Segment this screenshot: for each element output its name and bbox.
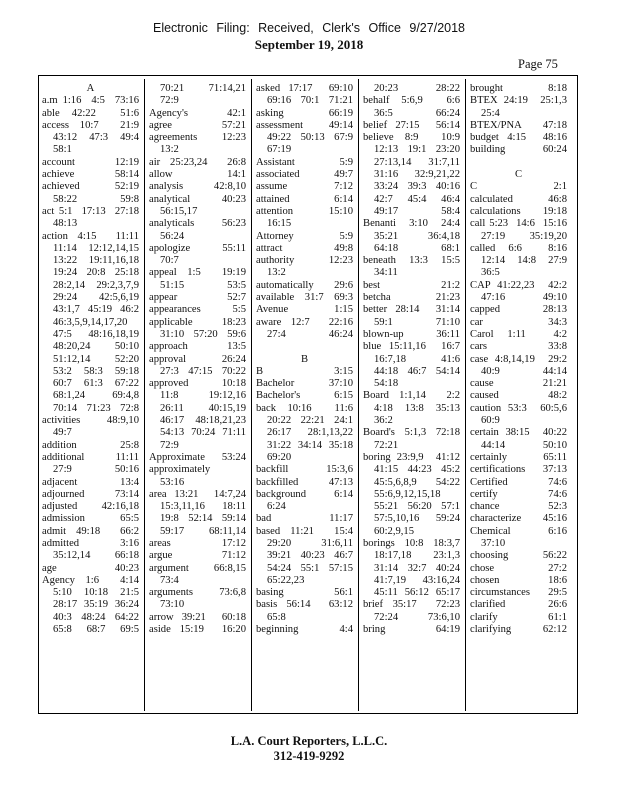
index-entry-line: 46:17 48:18,21,23	[160, 415, 246, 427]
index-entry-line: 60:7 61:3 67:22	[53, 378, 139, 390]
index-entry-line: admission 65:5	[42, 513, 139, 525]
index-entry-line: agree 57:21	[149, 119, 246, 131]
index-entry-line: 6:24	[267, 501, 286, 513]
index-entry-line: brief 35:17 72:23	[363, 599, 460, 611]
index-entry-line: calculations 19:18	[470, 205, 567, 217]
index-entry-line: 72:9	[160, 439, 179, 451]
index-entry-line: 29:24 42:5,6,19	[53, 292, 139, 304]
index-entry-line: 58:22 59:8	[53, 193, 139, 205]
index-entry-line: 31:22 34:14 35:18	[267, 439, 353, 451]
index-entry-line: associated 49:7	[256, 169, 353, 181]
index-entry-line: 67:19	[267, 144, 292, 156]
index-entry-line: certainly 65:11	[470, 451, 567, 463]
index-entry-line: 73:4	[160, 574, 179, 586]
index-entry-line: circumstances 29:5	[470, 587, 567, 599]
index-entry-line: 13:2	[160, 144, 179, 156]
index-entry-line: 59:1 71:10	[374, 316, 460, 328]
index-entry-line: 36:5	[481, 267, 500, 279]
index-entry-line: 36:2	[374, 415, 393, 427]
index-entry-line: characterize 45:16	[470, 513, 567, 525]
index-entry-line: 60:9	[481, 415, 500, 427]
index-entry-line: case 4:8,14,19 29:2	[470, 353, 567, 365]
index-entry-line: 37:10	[481, 537, 506, 549]
index-entry-line: 47:16 49:10	[481, 292, 567, 304]
index-entry-line: back 10:16 11:6	[256, 402, 353, 414]
letter-heading: C	[514, 169, 523, 181]
index-entry-line: 59:17 68:11,14	[160, 525, 246, 537]
index-entry-line: 27:19 35:19,20	[481, 230, 567, 242]
filing-stamp-line: Electronic Filing: Received, Clerk's Office 9/27/2018	[152, 21, 465, 35]
index-entry-line: 72:21	[374, 439, 399, 451]
index-column-3	[256, 83, 353, 636]
index-entry-line: arguments 73:6,8	[149, 587, 246, 599]
index-entry-line: 60:2,9,15	[374, 525, 415, 537]
index-entry-line: backfilled 47:13	[256, 476, 353, 488]
index-entry-line: 45:5,6,8,9 54:22	[374, 476, 460, 488]
index-entry-line: basis 56:14 63:12	[256, 599, 353, 611]
index-entry-line: apologize 55:11	[149, 242, 246, 254]
index-entry-line: Benanti 3:10 24:4	[363, 218, 460, 230]
index-entry-line: 28:17 35:19 36:24	[53, 599, 139, 611]
index-entry-line: 56:15,17	[160, 205, 198, 217]
index-entry-line: age 40:23	[42, 562, 139, 574]
index-entry-line: 11:8 19:12,16	[160, 390, 246, 402]
index-entry-line: budget 4:15 48:16	[470, 132, 567, 144]
index-entry-line: argument 66:8,15	[149, 562, 246, 574]
index-entry-line: appear 52:7	[149, 292, 246, 304]
index-entry-line: appeal 1:5 19:19	[149, 267, 246, 279]
index-entry-line: a.m 1:16 4:5 73:16	[42, 95, 139, 107]
index-entry-line: 70:21 71:14,21	[160, 83, 246, 94]
index-entry-line: 13:2	[267, 267, 286, 279]
index-entry-line: based 11:21 15:4	[256, 525, 353, 537]
index-entry-line: additional 11:11	[42, 451, 139, 463]
index-entry-line: assume 7:12	[256, 181, 353, 193]
reporter-phone: 312-419-9292	[273, 749, 345, 763]
index-entry-line: 55:21 56:20 57:1	[374, 501, 460, 513]
index-entry-line: approval 26:24	[149, 353, 246, 365]
letter-heading: B	[300, 353, 309, 365]
index-entry-line: 27:13,14 31:7,11	[374, 156, 460, 168]
index-entry-line: 20:23 28:22	[374, 83, 460, 94]
index-entry-line: Agency 1:6 4:14	[42, 574, 139, 586]
index-entry-line: 12:13 19:1 23:20	[374, 144, 460, 156]
index-entry-line: C 2:1	[470, 181, 567, 193]
index-entry-line: authority 12:23	[256, 255, 353, 267]
index-entry-line: 16:7,18 41:6	[374, 353, 460, 365]
index-entry-line: 56:24	[160, 230, 185, 242]
hearing-date: September 19, 2018	[254, 37, 364, 52]
index-entry-line: attained 6:14	[256, 193, 353, 205]
index-entry-line: access 10:7 21:9	[42, 119, 139, 131]
page-number: Page 75	[518, 57, 558, 71]
index-entry-line: building 60:24	[470, 144, 567, 156]
index-entry-line: aside 15:19 16:20	[149, 624, 246, 636]
index-entry-line: 41:15 44:23 45:2	[374, 464, 460, 476]
index-entry-line: certify 74:6	[470, 488, 567, 500]
index-entry-line: blown-up 36:11	[363, 328, 460, 340]
index-entry-line: 48:13	[53, 218, 78, 230]
index-entry-line: attention 15:10	[256, 205, 353, 217]
index-entry-line: chose 27:2	[470, 562, 567, 574]
index-entry-line: attract 49:8	[256, 242, 353, 254]
index-column-4	[363, 83, 460, 636]
index-entry-line: behalf 5:6,9 6:6	[363, 95, 460, 107]
index-entry-line: 36:5 66:24	[374, 107, 460, 119]
index-entry-line: calculated 46:8	[470, 193, 567, 205]
index-entry-line: 27:9 50:16	[53, 464, 139, 476]
index-entry-line: asked 17:17 69:10	[256, 83, 353, 94]
index-entry-line: borings 10:8 18:3,7	[363, 537, 460, 549]
index-entry-line: Bachelor's 6:15	[256, 390, 353, 402]
letter-heading: A	[86, 83, 95, 94]
index-entry-line: Approximate 53:24	[149, 451, 246, 463]
index-entry-line: 33:24 39:3 40:16	[374, 181, 460, 193]
index-entry-line: 40:3 48:24 64:22	[53, 611, 139, 623]
index-entry-line: 57:5,10,16 59:24	[374, 513, 460, 525]
index-entry-line: 72:9	[160, 95, 179, 107]
index-entry-line: 65:22,23	[267, 574, 305, 586]
index-entry-line: 47:5 48:16,18,19	[53, 328, 139, 340]
index-entry-line: account 12:19	[42, 156, 139, 168]
index-entry-line: Avenue 1:15	[256, 304, 353, 316]
index-entry-line: admitted 3:16	[42, 537, 139, 549]
index-entry-line: 70:14 71:23 72:8	[53, 402, 139, 414]
index-entry-line: Agency's 42:1	[149, 107, 246, 119]
index-entry-line: belief 27:15 56:14	[363, 119, 460, 131]
index-entry-line: adjusted 42:16,18	[42, 501, 139, 513]
index-entry-line: 39:21 40:23 46:7	[267, 550, 353, 562]
index-entry-line: blue 15:11,16 16:7	[363, 341, 460, 353]
index-entry-line: 31:14 32:7 40:24	[374, 562, 460, 574]
index-entry-line: 54:24 55:1 57:15	[267, 562, 353, 574]
index-entry-line: analyticals 56:23	[149, 218, 246, 230]
index-entry-line: 49:7	[53, 427, 72, 439]
index-entry-line: approved 10:18	[149, 378, 246, 390]
index-entry-line: available 31:7 69:3	[256, 292, 353, 304]
index-entry-line: boring 23:9,9 41:12	[363, 451, 460, 463]
index-entry-line: basing 56:1	[256, 587, 353, 599]
index-entry-line: 13:22 19:11,16,18	[53, 255, 139, 267]
index-entry-line: 35:21 36:4,18	[374, 230, 460, 242]
index-entry-line: certifications 37:13	[470, 464, 567, 476]
index-entry-line: 69:20	[267, 451, 292, 463]
index-entry-line: 5:10 10:18 21:5	[53, 587, 139, 599]
index-entry-line: caution 53:3 60:5,6	[470, 402, 567, 414]
section-gap	[256, 341, 353, 353]
index-entry-line: clarifying 62:12	[470, 624, 567, 636]
column-divider	[144, 79, 145, 711]
column-divider	[251, 79, 252, 711]
section-gap	[470, 157, 567, 169]
index-entry-line: asking 66:19	[256, 107, 353, 119]
index-entry-line: 43:12 47:3 49:4	[53, 132, 139, 144]
index-entry-line: 49:22 50:13 67:9	[267, 132, 353, 144]
index-entry-line: 51:15 53:5	[160, 279, 246, 291]
index-entry-line: air 25:23,24 26:8	[149, 156, 246, 168]
index-entry-line: chance 52:3	[470, 501, 567, 513]
index-entry-line: 65:8 68:7 69:5	[53, 624, 139, 636]
index-entry-line: background 6:14	[256, 488, 353, 500]
index-entry-line: 43:1,7 45:19 46:2	[53, 304, 139, 316]
index-entry-line: adjourned 73:14	[42, 488, 139, 500]
index-entry-line: 72:24 73:6,10	[374, 611, 460, 623]
index-entry-line: automatically 29:6	[256, 279, 353, 291]
index-entry-line: 27:3 47:15 70:22	[160, 365, 246, 377]
index-entry-line: assessment 49:14	[256, 119, 353, 131]
index-entry-line: brought 8:18	[470, 83, 567, 94]
index-entry-line: action 4:15 11:11	[42, 230, 139, 242]
index-entry-line: 29:20 31:6,11	[267, 537, 353, 549]
index-entry-line: 4:18 13:8 35:13	[374, 402, 460, 414]
index-entry-line: Board 1:1,14 2:2	[363, 390, 460, 402]
index-entry-line: car 34:3	[470, 316, 567, 328]
index-entry-line: 40:9 44:14	[481, 365, 567, 377]
index-entry-line: 46:3,5,9,14,17,20	[53, 316, 128, 328]
index-entry-line: 44:14 50:10	[481, 439, 567, 451]
index-entry-line: called 6:6 8:16	[470, 242, 567, 254]
index-entry-line: 31:16 32:9,21,22	[374, 169, 460, 181]
index-entry-line: 16:15	[267, 218, 292, 230]
index-entry-line: better 28:14 31:14	[363, 304, 460, 316]
index-column-2	[149, 83, 246, 636]
index-entry-line: Attorney 5:9	[256, 230, 353, 242]
index-entry-line: 12:14 14:8 27:9	[481, 255, 567, 267]
index-entry-line: bad 11:17	[256, 513, 353, 525]
column-divider	[465, 79, 466, 711]
index-entry-line: Certified 74:6	[470, 476, 567, 488]
index-entry-line: 54:13 70:24 71:11	[160, 427, 246, 439]
index-entry-line: beneath 13:3 15:5	[363, 255, 460, 267]
index-entry-line: cause 21:21	[470, 378, 567, 390]
index-entry-line: allow 14:1	[149, 169, 246, 181]
index-entry-line: admit 49:18 66:2	[42, 525, 139, 537]
index-entry-line: 51:12,14 52:20	[53, 353, 139, 365]
index-entry-line: 35:12,14 66:18	[53, 550, 139, 562]
index-entry-line: agreements 12:23	[149, 132, 246, 144]
index-entry-line: addition 25:8	[42, 439, 139, 451]
index-entry-line: 41:7,19 43:16,24	[374, 574, 460, 586]
index-entry-line: applicable 18:23	[149, 316, 246, 328]
index-entry-line: cars 33:8	[470, 341, 567, 353]
index-column-1	[42, 83, 139, 636]
index-entry-line: approximately	[149, 464, 211, 476]
index-entry-line: 26:11 40:15,19	[160, 402, 246, 414]
index-entry-line: caused 48:2	[470, 390, 567, 402]
index-entry-line: Bachelor 37:10	[256, 378, 353, 390]
index-entry-line: B 3:15	[256, 365, 353, 377]
index-entry-line: act 5:1 17:13 27:18	[42, 205, 139, 217]
index-entry-line: clarify 61:1	[470, 611, 567, 623]
index-entry-line: believe 8:9 10:9	[363, 132, 460, 144]
index-entry-line: areas 17:12	[149, 537, 246, 549]
index-entry-line: Carol 1:11 4:2	[470, 328, 567, 340]
index-entry-line: 15:3,11,16 18:11	[160, 501, 246, 513]
index-entry-line: choosing 56:22	[470, 550, 567, 562]
index-column-5	[470, 83, 567, 636]
index-entry-line: 34:11	[374, 267, 398, 279]
column-divider	[358, 79, 359, 711]
index-entry-line: 65:8	[267, 611, 286, 623]
index-entry-line: analytical 40:23	[149, 193, 246, 205]
index-entry-line: activities 48:9,10	[42, 415, 139, 427]
index-entry-line: appearances 5:5	[149, 304, 246, 316]
index-entry-line: 68:1,24 69:4,8	[53, 390, 139, 402]
index-entry-line: 70:7	[160, 255, 179, 267]
index-entry-line: 20:22 22:21 24:1	[267, 415, 353, 427]
reporter-name: L.A. Court Reporters, L.L.C.	[230, 734, 388, 748]
index-entry-line: Board's 5:1,3 72:18	[363, 427, 460, 439]
index-entry-line: 19:24 20:8 25:18	[53, 267, 139, 279]
index-entry-line: CAP 41:22,23 42:2	[470, 279, 567, 291]
index-entry-line: 49:17 58:4	[374, 205, 460, 217]
index-entry-line: 28:2,14 29:2,3,7,9	[53, 279, 139, 291]
index-entry-line: 54:18	[374, 378, 399, 390]
index-entry-line: 42:7 45:4 46:4	[374, 193, 460, 205]
index-entry-line: 45:11 56:12 65:17	[374, 587, 460, 599]
index-entry-line: area 13:21 14:7,24	[149, 488, 246, 500]
index-entry-line: betcha 21:23	[363, 292, 460, 304]
index-entry-line: argue 71:12	[149, 550, 246, 562]
index-entry-line: 27:4 46:24	[267, 328, 353, 340]
index-entry-line: chosen 18:6	[470, 574, 567, 586]
index-entry-line: 48:20,24 50:10	[53, 341, 139, 353]
index-entry-line: 69:16 70:1 71:21	[267, 95, 353, 107]
index-entry-line: Chemical 6:16	[470, 525, 567, 537]
index-entry-line: clarified 26:6	[470, 599, 567, 611]
index-entry-line: 44:18 46:7 54:14	[374, 365, 460, 377]
index-entry-line: certain 38:15 40:22	[470, 427, 567, 439]
index-entry-line: achieved 52:19	[42, 181, 139, 193]
index-entry-line: 31:10 57:20 59:6	[160, 328, 246, 340]
index-entry-line: 53:2 58:3 59:18	[53, 365, 139, 377]
index-entry-line: 53:16	[160, 476, 185, 488]
index-entry-line: BTEX 24:19 25:1,3	[470, 95, 567, 107]
index-entry-line: aware 12:7 22:16	[256, 316, 353, 328]
index-entry-line: adjacent 13:4	[42, 476, 139, 488]
index-entry-line: achieve 58:14	[42, 169, 139, 181]
index-entry-line: analysis 42:8,10	[149, 181, 246, 193]
index-entry-line: 26:17 28:1,13,22	[267, 427, 353, 439]
index-entry-line: 55:6,9,12,15,18	[374, 488, 441, 500]
index-entry-line: 58:1	[53, 144, 72, 156]
index-entry-line: BTEX/PNA 47:18	[470, 119, 567, 131]
index-entry-line: 18:17,18 23:1,3	[374, 550, 460, 562]
index-entry-line: beginning 4:4	[256, 624, 353, 636]
index-entry-line: approach 13:5	[149, 341, 246, 353]
index-entry-line: Assistant 5:9	[256, 156, 353, 168]
index-entry-line: 11:14 12:12,14,15	[53, 242, 139, 254]
index-entry-line: 25:4	[481, 107, 500, 119]
index-entry-line: able 42:22 51:6	[42, 107, 139, 119]
index-entry-line: arrow 39:21 60:18	[149, 611, 246, 623]
index-entry-line: call 5:23 14:6 15:16	[470, 218, 567, 230]
index-entry-line: capped 28:13	[470, 304, 567, 316]
index-entry-line: bring 64:19	[363, 624, 460, 636]
index-entry-line: backfill 15:3,6	[256, 464, 353, 476]
index-entry-line: best 21:2	[363, 279, 460, 291]
index-entry-line: 64:18 68:1	[374, 242, 460, 254]
index-entry-line: 19:8 52:14 59:14	[160, 513, 246, 525]
index-entry-line: 73:10	[160, 599, 185, 611]
